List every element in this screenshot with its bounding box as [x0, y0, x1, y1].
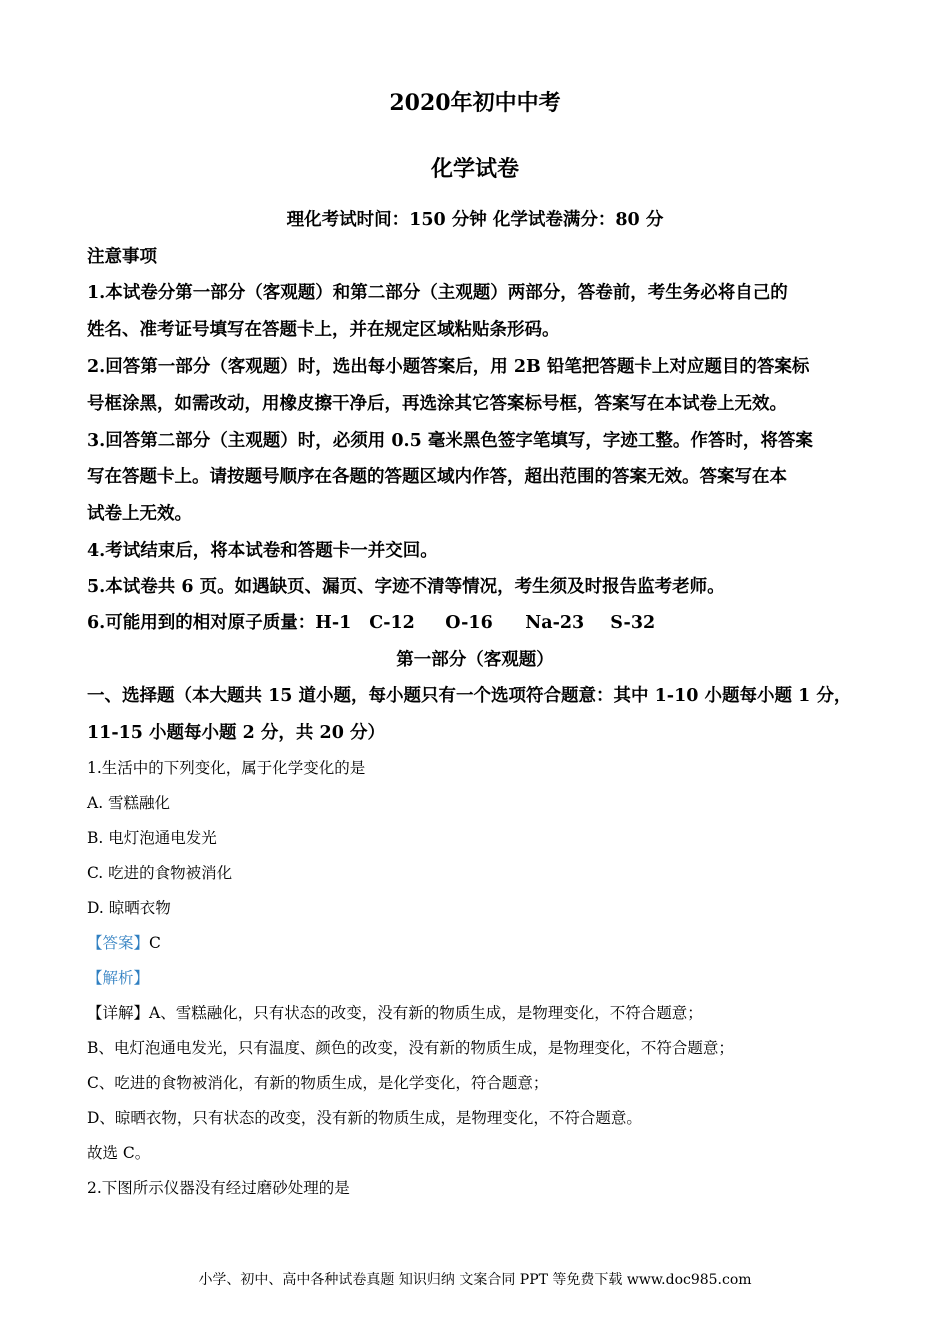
detail-line: D、晾晒衣物，只有状态的改变，没有新的物质生成，是物理变化，不符合题意。: [87, 1109, 642, 1127]
section-heading: 一、选择题（本大题共 15 道小题，每小题只有一个选项符合题意：其中 1-10 小题每小题 1 分，: [87, 686, 852, 706]
question1-option-b: B. 电灯泡通电发光: [87, 829, 217, 847]
question2-stem: 2.下图所示仪器没有经过磨砂处理的是: [87, 1179, 350, 1197]
question1-option-a: A. 雪糕融化: [87, 794, 171, 812]
detail-label: 【详解】: [87, 1004, 150, 1022]
answer-label: 【答案】: [87, 934, 150, 952]
section-heading: 11-15 小题每小题 2 分，共 20 分）: [87, 723, 385, 743]
atomic-mass-item: O-16: [445, 613, 493, 633]
atomic-mass-item: C-12: [369, 613, 415, 633]
page-footer: 小学、初中、高中各种试卷真题 知识归纳 文案合同 PPT 等免费下载 www.doc985.com: [198, 1272, 752, 1288]
notice-line: 试卷上无效。: [87, 504, 192, 524]
notice-line: 5.本试卷共 6 页。如遇缺页、漏页、字迹不清等情况，考生须及时报告监考老师。: [87, 577, 725, 597]
analysis-label: 【解析】: [87, 969, 150, 987]
notice-line: 1.本试卷分第一部分（客观题）和第二部分（主观题）两部分，答卷前，考生务必将自己的: [87, 283, 788, 303]
notice-line: 号框涂黑，如需改动，用橡皮擦干净后，再选涂其它答案标号框，答案写在本试卷上无效。: [87, 394, 787, 414]
atomic-mass-line: [87, 609, 655, 634]
exam-info: 理化考试时间：150 分钟 化学试卷满分：80 分: [286, 210, 664, 230]
atomic-mass-item: Na-23: [525, 613, 585, 633]
question1-option-d: D. 晾晒衣物: [87, 899, 171, 917]
atomic-mass-item: H-1: [315, 613, 352, 633]
atomic-mass-item: S-32: [610, 613, 656, 633]
exam-title: 2020年初中中考: [389, 90, 561, 116]
notice-heading: 注意事项: [87, 247, 157, 267]
notice-line: 姓名、准考证号填写在答题卡上，并在规定区域粘贴条形码。: [87, 320, 560, 340]
notice-line: 4.考试结束后，将本试卷和答题卡一并交回。: [87, 541, 438, 561]
detail-conclusion: 故选 C。: [87, 1144, 151, 1162]
detail-line: [87, 1001, 703, 1023]
notice-line: 3.回答第二部分（主观题）时，必须用 0.5 毫米黑色签字笔填写，字迹工整。作答时，将答案: [87, 431, 813, 451]
detail-text: A、雪糕融化，只有状态的改变，没有新的物质生成，是物理变化，不符合题意；: [149, 1004, 703, 1022]
notice-line: 写在答题卡上。请按题号顺序在各题的答题区域内作答，超出范围的答案无效。答案写在本: [87, 467, 787, 487]
detail-line: B、电灯泡通电发光，只有温度、颜色的改变，没有新的物质生成，是物理变化，不符合题意；: [87, 1039, 734, 1057]
atomic-mass-label: 6.可能用到的相对原子质量：: [87, 613, 316, 633]
part1-heading: 第一部分（客观题）: [396, 650, 554, 670]
notice-line: 2.回答第一部分（客观题）时，选出每小题答案后，用 2B 铅笔把答题卡上对应题目的答案标: [87, 357, 810, 377]
detail-line: C、吃进的食物被消化，有新的物质生成，是化学变化，符合题意；: [87, 1074, 549, 1092]
exam-subtitle: 化学试卷: [430, 156, 519, 182]
question1-stem: 1.生活中的下列变化，属于化学变化的是: [87, 759, 366, 777]
question1-option-c: C. 吃进的食物被消化: [87, 864, 233, 882]
answer-value: C: [149, 934, 161, 952]
question1-answer: [87, 931, 161, 953]
